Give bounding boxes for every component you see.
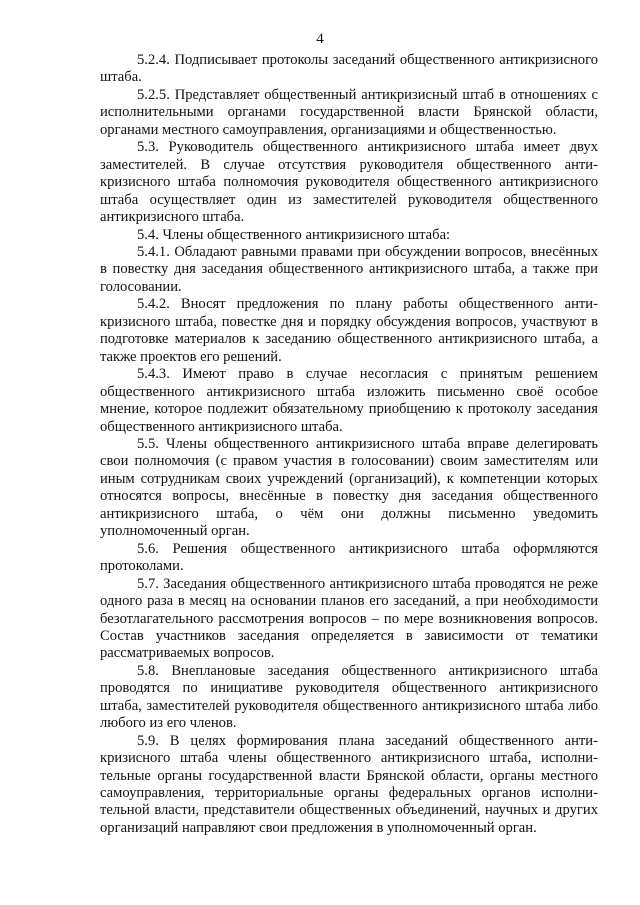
paragraph-5-2-5: 5.2.5. Представляет общественный антикризисный штаб в отношениях с исполнительными органами государственной власти Брянской области, органами местного самоуправления, организациями и общественностью. (100, 86, 598, 138)
paragraph-5-8: 5.8. Внеплановые заседания общественного антикризисного штаба проводятся по инициативе руководителя общественного антикризисного штаба, заместителей руководителя общественного антикризисного штаба либо любого из его членов. (100, 662, 598, 732)
document-body (100, 52, 598, 837)
paragraph-5-4-3: 5.4.3. Имеют право в случае несогласия с принятым решением общественного антикризисного штаба изложить письменно своё особое мнение, которое подлежит обязательному приобщению к протоколу заседания общественного антикризисного штаба. (100, 366, 598, 435)
paragraph-5-4: 5.4. Члены общественного антикризисного штаба: (137, 226, 451, 243)
paragraph-5-2-4: 5.2.4. Подписывает протоколы заседаний общественного антикризисного штаба. (100, 52, 598, 86)
paragraph-5-4-2: 5.4.2. Вносят предложения по плану работы общественного антикризисного штаба, повестке дня и порядку обсуждения вопросов, участвуют в подготовке материалов к заседанию общественного антикризисного штаба, а также проектов его решений. (100, 296, 598, 365)
page-number: 4 (316, 31, 324, 47)
paragraph-5-6: 5.6. Решения общественного антикризисного штаба оформляются протоколами. (100, 540, 598, 575)
paragraph-5-7: 5.7. Заседания общественного антикризисного штаба проводятся не реже одного раза в месяц на основании планов его заседаний, а при необходимости безотлагательного рассмотрения вопросов – по мере возникновения вопросов. Состав участников заседания определяется в зависимости от тематики рассматриваемых вопросов. (100, 575, 598, 662)
paragraph-5-3: 5.3. Руководитель общественного антикризисного штаба имеет двух заместителей. В случае отсутствия руководителя общественного антикризисного штаба полномочия руководителя общественного антикризисного штаба осуществляет один из заместителей руководителя общественного антикризисного штаба. (100, 139, 598, 226)
paragraph-5-9: 5.9. В целях формирования плана заседаний общественного антикризисного штаба члены общественного антикризисного штаба, исполнительные органы государственной власти Брянской области, органы местного самоуправления, территориальные органы федеральных органов исполнительной власти, представители общественных объединений, научных и других организаций направляют свои предложения в уполномоченный орган. (100, 732, 598, 836)
paragraph-5-5: 5.5. Члены общественного антикризисного штаба вправе делегировать свои полномочия (с правом участия в голосовании) своим заместителям или иным сотрудникам своих учреждений (организаций), к компетенции которых относятся вопросы, внесённые в повестку дня заседания общественного антикризисного штаба, о чём они должны письменно уведомить уполномоченный орган. (100, 435, 598, 540)
paragraph-5-4-1: 5.4.1. Обладают равными правами при обсуждении вопросов, внесённых в повестку дня заседания общественного антикризисного штаба, а также при голосовании. (100, 243, 598, 295)
